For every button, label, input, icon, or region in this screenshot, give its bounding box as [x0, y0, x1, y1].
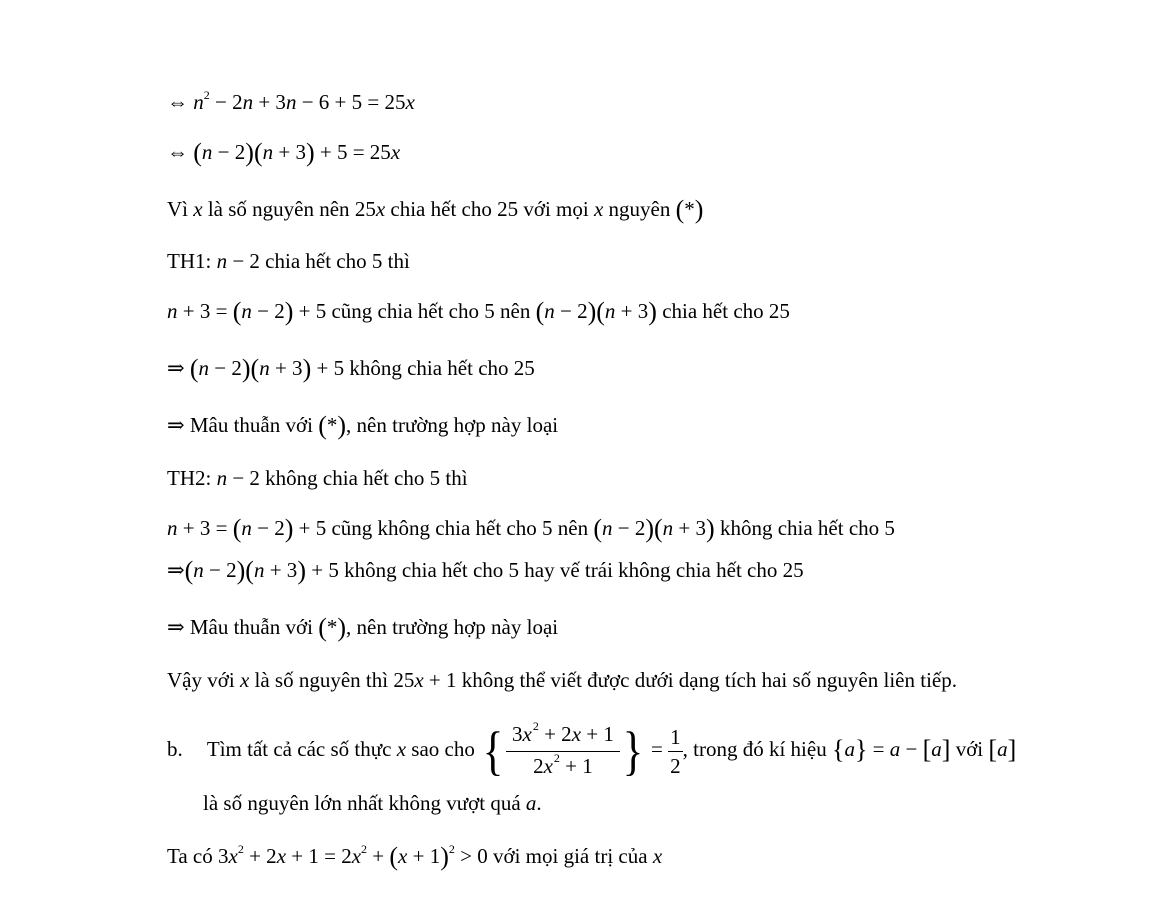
fraction-half: $\frac{1}{2}$ — [670, 724, 681, 778]
text-line-15: Ta có $3x^2 + 2x + 1 = 2x^2 + (x + 1)^2 > 0$ với mọi giá trị của x — [167, 842, 663, 871]
word-mau-thuan-2: Mâu thuẫn với — [189, 615, 313, 639]
equation-line-2: ⇔ (n − 2)(n + 3) + 5 = 25x — [167, 138, 401, 167]
part-b-label: b. — [167, 737, 183, 761]
word-nen-loai: , nên trường hợp này loại — [346, 413, 559, 437]
word-vi: Vì — [167, 197, 188, 221]
line14-text: là số nguyên lớn nhất không vượt quá — [203, 791, 521, 815]
word-khong-chia-het-5: không chia hết cho 5 — [719, 516, 895, 540]
text-line-10: ⇒(n − 2)(n + 3) + 5 không chia hết cho 5 hay vế trái không chia hết cho 25 — [167, 556, 804, 585]
label-th2: TH2: — [167, 466, 212, 490]
text-line-7: ⇒ Mâu thuẫn với (*), nên trường hợp này loại — [167, 411, 559, 440]
text-line-th1: TH1: n − 2 chia hết cho 5 thì — [167, 249, 410, 273]
part-b-text-b: sao cho — [411, 737, 475, 761]
text-line-11: ⇒ Mâu thuẫn với (*), nên trường hợp này loại — [167, 613, 559, 642]
word-khong-the-viet: không thể viết được dưới dạng tích hai số nguyên liên tiếp. — [461, 668, 957, 692]
text-line-5: n + 3 = (n − 2) + 5 cũng chia hết cho 5 nên (n − 2)(n + 3) chia hết cho 25 — [167, 297, 790, 326]
word-vay-voi: Vậy với — [167, 668, 235, 692]
part-b-text-c: , trong đó kí hiệu — [682, 737, 827, 761]
text-line-th2: TH2: n − 2 không chia hết cho 5 thì — [167, 466, 468, 490]
word-khong-chia-het-5-thi: không chia hết cho 5 thì — [265, 466, 468, 490]
word-chia-het-25-voi-moi: chia hết cho 25 với mọi — [390, 197, 589, 221]
part-b-text-a: Tìm tất cả các số thực — [206, 737, 392, 761]
word-la-so-nguyen-thi: là số nguyên thì — [254, 668, 389, 692]
word-khong-chia-het-25: không chia hết cho 25 — [349, 356, 535, 380]
word-cung-khong-chia-het-5-nen: cũng không chia hết cho 5 nên — [331, 516, 589, 540]
fraction-main: $\frac{3x^2 + 2x + 1}{2x^2 + 1}$ — [506, 720, 620, 783]
line15-text-a: Ta có — [167, 844, 213, 868]
text-line-14: là số nguyên lớn nhất không vượt quá a. — [203, 791, 542, 815]
equation-line-1: ⇔ $n^2 - 2n + 3n - 6 + 5 = 25x$ — [167, 88, 415, 114]
text-line-9: n + 3 = (n − 2) + 5 cũng không chia hết cho 5 nên (n − 2)(n + 3) không chia hết cho 5 — [167, 514, 895, 543]
word-chia-het-5-thi: chia hết cho 5 thì — [265, 249, 410, 273]
text-line-3: Vì x là số nguyên nên 25x chia hết cho 25 với mọi x nguyên (*) — [167, 195, 704, 224]
word-cung-chia-het-5-nen: cũng chia hết cho 5 nên — [331, 299, 531, 323]
word-mau-thuan: Mâu thuẫn với — [189, 413, 313, 437]
text-line-conclusion: Vậy với x là số nguyên thì 25x + 1 không thể viết được dưới dạng tích hai số nguyên liên tiếp. — [167, 668, 957, 692]
text-line-part-b: b. Tìm tất cả các số thực x sao cho { $\frac{3x^2 + 2x + 1}{2x^2 + 1}$ } = $\frac{1}{2}$ , trong đó kí hiệu {a} = a − [a] với [a] — [167, 718, 1017, 782]
word-nen-loai-2: , nên trường hợp này loại — [346, 615, 559, 639]
word-chia-het-25: chia hết cho 25 — [662, 299, 790, 323]
text-line-6: ⇒ (n − 2)(n + 3) + 5 không chia hết cho 25 — [167, 354, 535, 383]
word-khong-chia-het-5-hay: không chia hết cho 5 hay vế trái không chia hết cho 25 — [344, 558, 804, 582]
part-b-text-d: với — [955, 737, 984, 761]
label-th1: TH1: — [167, 249, 212, 273]
line15-text-b: với mọi giá trị của — [492, 844, 648, 868]
word-nguyen: nguyên — [608, 197, 671, 221]
word-la-so-nguyen-nen: là số nguyên nên — [207, 197, 350, 221]
